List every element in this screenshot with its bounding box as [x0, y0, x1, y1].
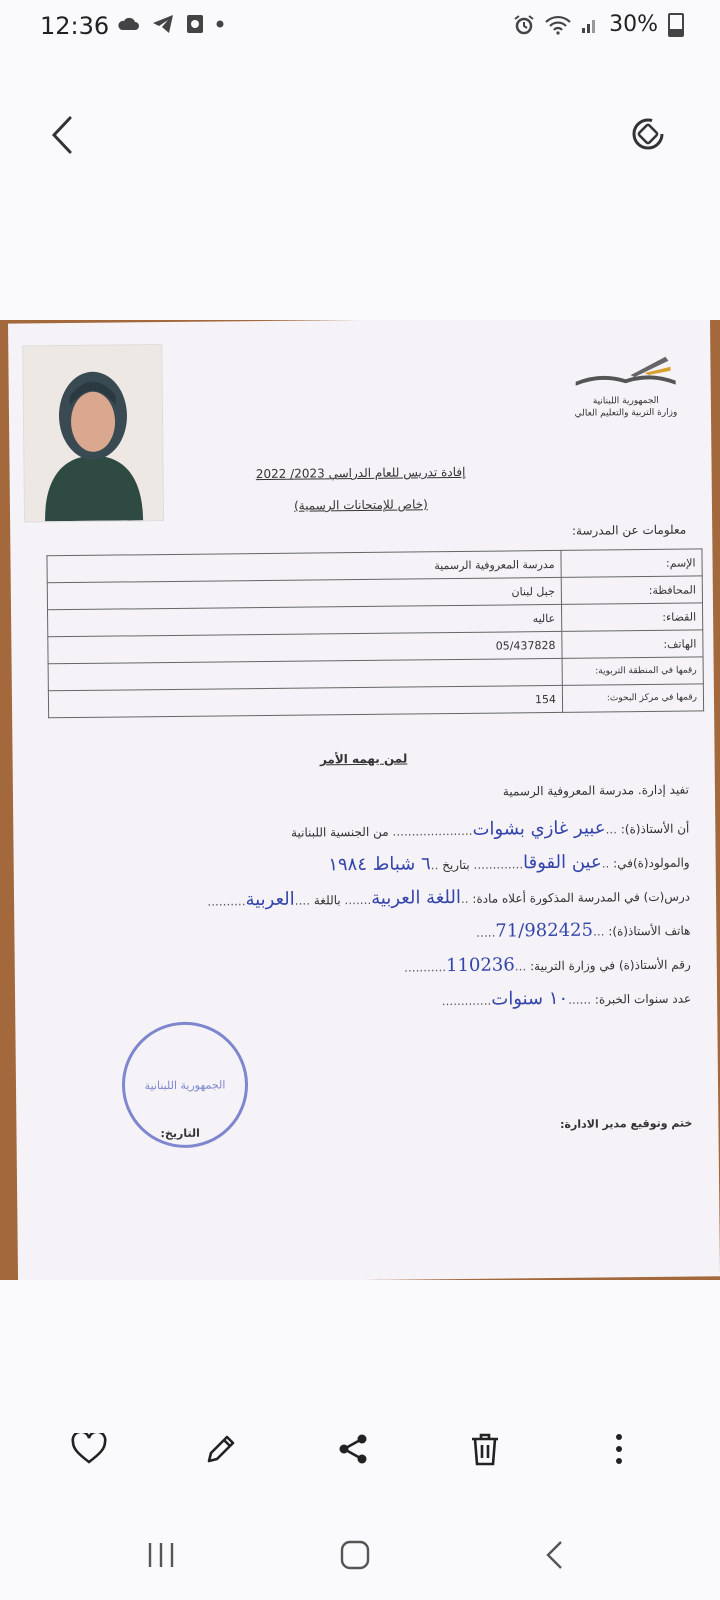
more-button[interactable] — [594, 1424, 644, 1474]
home-icon — [339, 1539, 371, 1571]
nav-back-button[interactable] — [530, 1530, 580, 1580]
signature-label: ختم وتوقيع مدير الادارة: — [560, 1116, 693, 1131]
phone-line: هاتف الأستاذ(ة): ...71/982425..... — [476, 919, 691, 942]
share-button[interactable] — [328, 1424, 378, 1474]
subject-name: اللغة العربية — [371, 886, 462, 909]
heart-icon — [71, 1433, 107, 1465]
battery-icon — [668, 13, 684, 37]
book-logo-icon — [570, 353, 680, 392]
birth-place: عين القوقا — [522, 851, 602, 874]
certificate-title: إفادة تدريس للعام الدراسي 2023/ 2022 — [255, 464, 466, 482]
photo-view[interactable] — [0, 320, 720, 1280]
alarm-icon — [513, 14, 535, 36]
experience-line: عدد سنوات الخبرة: ......١٠ سنوات............. — [441, 987, 692, 1010]
teacher-name: عبير غازي بشوات — [472, 817, 606, 840]
cloud-icon — [116, 16, 140, 32]
viewer-toolbar — [0, 100, 720, 170]
teacher-line: أن الأستاذ(ة): ...عبير غازي بشوات..................... من الجنسية اللبنانية — [290, 817, 690, 840]
ministry-logo — [570, 353, 681, 434]
pencil-icon — [204, 1432, 238, 1466]
ministry-number-line: رقم الأستاذ(ة) في وزارة التربية: ...110236........... — [404, 954, 691, 977]
back-button[interactable] — [44, 110, 84, 160]
school-info-heading: معلومات عن المدرسة: — [571, 522, 687, 538]
back-arrow-icon — [543, 1539, 567, 1571]
school-info-table — [46, 548, 704, 718]
edit-button[interactable] — [196, 1424, 246, 1474]
more-vertical-icon — [614, 1432, 624, 1466]
date-label: التاريخ: — [160, 1126, 200, 1141]
ministry-label: وزارة التربية والتعليم العالي — [574, 407, 678, 419]
telegram-icon — [152, 14, 174, 34]
system-nav-bar — [0, 1530, 720, 1580]
to-whom-heading: لمن يهمه الأمر — [319, 751, 408, 767]
rotate-button[interactable] — [626, 112, 670, 156]
trash-icon — [469, 1431, 501, 1467]
status-bar — [0, 0, 720, 54]
battery-percent: 30% — [609, 12, 658, 37]
home-button[interactable] — [330, 1530, 380, 1580]
certificate-subtitle: (خاص للإمتحانات الرسمية) — [293, 497, 428, 513]
dot-icon — [216, 20, 224, 28]
subject-line: درس(ت) في المدرسة المذكورة أعلاه مادة: ..اللغة العربية....... باللغة ....العربية.......... — [207, 886, 691, 911]
ministry-number: 110236 — [445, 954, 515, 977]
language-name: العربية — [245, 888, 295, 911]
table-row: الإسم: مدرسة المعروفية الرسمية — [47, 549, 702, 583]
table-row: رقمها في مركز البحوث: 154 — [48, 684, 703, 718]
wifi-icon — [545, 15, 571, 35]
table-row: رقمها في المنطقة التربوية: — [48, 657, 703, 691]
official-stamp: الجمهورية اللبنانية — [121, 1021, 248, 1148]
republic-label: الجمهورية اللبنانية — [592, 395, 659, 407]
table-row: القضاء: عاليه — [48, 603, 703, 637]
delete-button[interactable] — [460, 1424, 510, 1474]
signal-icon — [581, 16, 599, 34]
document-paper — [8, 320, 720, 1280]
statement-line: تفيد إدارة. مدرسة المعروفية الرسمية — [502, 782, 690, 799]
certificate — [8, 320, 720, 1280]
photo-actions — [0, 1424, 720, 1484]
clock-app-icon — [186, 14, 204, 34]
recent-apps-button[interactable] — [136, 1530, 186, 1580]
recents-icon — [146, 1541, 176, 1569]
favorite-button[interactable] — [64, 1424, 114, 1474]
birth-line: والمولود(ة)في: ..عين القوقا............. بتاريخ ..٦ شباط ١٩٨٤ — [328, 851, 690, 876]
status-time: 12:36 — [40, 12, 110, 40]
rotate-icon — [626, 112, 670, 156]
experience-years: ١٠ سنوات — [491, 987, 569, 1010]
teacher-phone: 71/982425 — [495, 919, 594, 942]
chevron-left-icon — [44, 110, 84, 160]
table-row: المحافظة: جبل لبنان — [47, 576, 702, 610]
table-row: الهاتف: 05/437828 — [48, 630, 703, 664]
birth-date: ٦ شباط ١٩٨٤ — [328, 853, 431, 876]
share-icon — [336, 1432, 370, 1466]
